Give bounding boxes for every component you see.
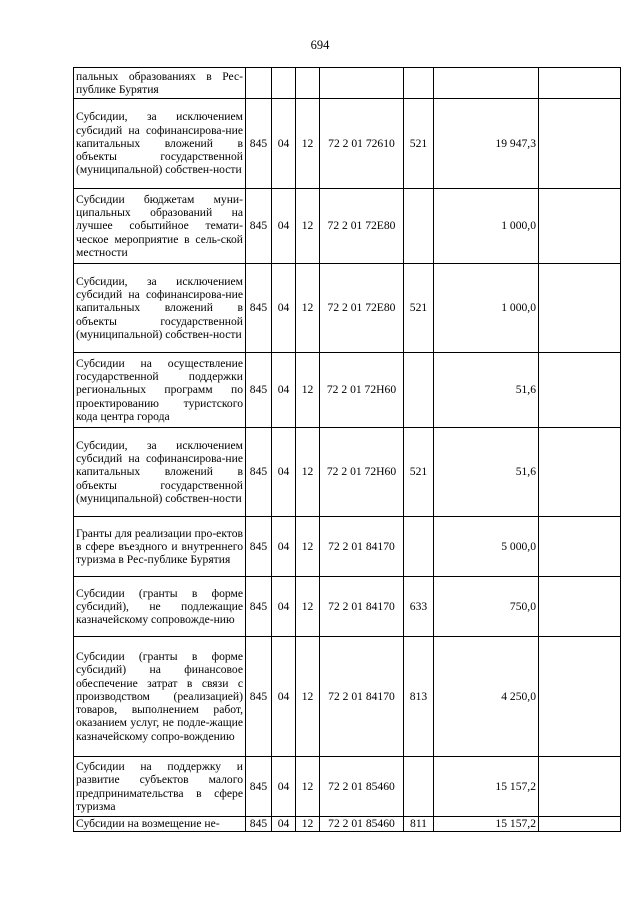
subsection-code: 12: [296, 99, 320, 189]
row-name: Субсидии (гранты в форме субсидий) на финансовое обеспечение затрат в связи с производством (реализацией) товаров, выполнением работ, оказанием услуг, не подле-жащие казначейскому сопро-вождению: [74, 637, 246, 757]
table-row: [74, 353, 621, 428]
expense-type-code: 633: [404, 577, 434, 637]
row-name: Субсидии на поддержку и развитие субъектов малого предпринимательства в сфере туризма: [74, 757, 246, 817]
row-name: Субсидии (гранты в форме субсидий), не подлежащие казначейскому сопровожде-нию: [74, 577, 246, 637]
section-code: 04: [272, 264, 296, 353]
empty-cell: [539, 637, 621, 757]
amount: 51,6: [434, 353, 539, 428]
section-code: 04: [272, 757, 296, 817]
ministry-code: 845: [246, 99, 272, 189]
empty-cell: [539, 577, 621, 637]
expense-type-code: 521: [404, 264, 434, 353]
ministry-code: 845: [246, 189, 272, 264]
row-name: Субсидии, за исключением субсидий на софинансирова-ние капитальных вложений в объекты государственной (муниципальной) собствен-ности: [74, 264, 246, 353]
section-code: 04: [272, 189, 296, 264]
subsection-code: 12: [296, 428, 320, 517]
subsection-code: 12: [296, 637, 320, 757]
expense-type-code: [404, 517, 434, 577]
table-row: [74, 99, 621, 189]
section-code: 04: [272, 817, 296, 832]
target-code: 72 2 01 72610: [320, 99, 404, 189]
row-name: Субсидии на возмещение не-: [74, 817, 246, 832]
row-name: пальных образованиях в Рес-публике Бурятия: [74, 68, 246, 99]
subsection-code: 12: [296, 817, 320, 832]
empty-cell: [539, 817, 621, 832]
table-row: [74, 428, 621, 517]
target-code: 72 2 01 84170: [320, 517, 404, 577]
amount: [434, 68, 539, 99]
target-code: 72 2 01 72H60: [320, 353, 404, 428]
ministry-code: [246, 68, 272, 99]
empty-cell: [539, 353, 621, 428]
empty-cell: [539, 757, 621, 817]
section-code: 04: [272, 99, 296, 189]
table-row: [74, 637, 621, 757]
table-row: [74, 817, 621, 832]
table-row: [74, 757, 621, 817]
amount: 51,6: [434, 428, 539, 517]
empty-cell: [539, 517, 621, 577]
expense-type-code: 811: [404, 817, 434, 832]
table-row: [74, 68, 621, 99]
section-code: 04: [272, 428, 296, 517]
empty-cell: [539, 99, 621, 189]
ministry-code: 845: [246, 817, 272, 832]
target-code: 72 2 01 72E80: [320, 189, 404, 264]
amount: 15 157,2: [434, 817, 539, 832]
row-name: Субсидии на осуществление государственной поддержки региональных программ по проектированию туристского кода центра города: [74, 353, 246, 428]
amount: 4 250,0: [434, 637, 539, 757]
empty-cell: [539, 189, 621, 264]
subsection-code: [296, 68, 320, 99]
amount: 5 000,0: [434, 517, 539, 577]
table-row: [74, 517, 621, 577]
table-row: [74, 577, 621, 637]
expense-type-code: 813: [404, 637, 434, 757]
budget-table: [73, 67, 621, 832]
expense-type-code: [404, 68, 434, 99]
ministry-code: 845: [246, 264, 272, 353]
subsection-code: 12: [296, 353, 320, 428]
section-code: 04: [272, 353, 296, 428]
empty-cell: [539, 428, 621, 517]
row-name: Субсидии, за исключением субсидий на софинансирова-ние капитальных вложений в объекты государственной (муниципальной) собствен-ности: [74, 428, 246, 517]
ministry-code: 845: [246, 353, 272, 428]
expense-type-code: 521: [404, 99, 434, 189]
expense-type-code: [404, 189, 434, 264]
amount: 1 000,0: [434, 189, 539, 264]
page-number: 694: [310, 38, 330, 52]
target-code: 72 2 01 84170: [320, 577, 404, 637]
section-code: 04: [272, 577, 296, 637]
empty-cell: [539, 68, 621, 99]
amount: 750,0: [434, 577, 539, 637]
ministry-code: 845: [246, 757, 272, 817]
target-code: 72 2 01 72H60: [320, 428, 404, 517]
empty-cell: [539, 264, 621, 353]
amount: 19 947,3: [434, 99, 539, 189]
ministry-code: 845: [246, 577, 272, 637]
row-name: Субсидии, за исключением субсидий на софинансирова-ние капитальных вложений в объекты государственной (муниципальной) собствен-ности: [74, 99, 246, 189]
expense-type-code: [404, 757, 434, 817]
subsection-code: 12: [296, 577, 320, 637]
ministry-code: 845: [246, 428, 272, 517]
table-row: [74, 264, 621, 353]
amount: 15 157,2: [434, 757, 539, 817]
subsection-code: 12: [296, 264, 320, 353]
ministry-code: 845: [246, 517, 272, 577]
ministry-code: 845: [246, 637, 272, 757]
amount: 1 000,0: [434, 264, 539, 353]
table-row: [74, 189, 621, 264]
section-code: 04: [272, 637, 296, 757]
expense-type-code: 521: [404, 428, 434, 517]
section-code: [272, 68, 296, 99]
subsection-code: 12: [296, 757, 320, 817]
target-code: 72 2 01 85460: [320, 757, 404, 817]
subsection-code: 12: [296, 517, 320, 577]
expense-type-code: [404, 353, 434, 428]
row-name: Гранты для реализации про-ектов в сфере въездного и внутреннего туризма в Рес-публике Бурятия: [74, 517, 246, 577]
target-code: 72 2 01 72E80: [320, 264, 404, 353]
section-code: 04: [272, 517, 296, 577]
target-code: 72 2 01 85460: [320, 817, 404, 832]
target-code: 72 2 01 84170: [320, 637, 404, 757]
subsection-code: 12: [296, 189, 320, 264]
row-name: Субсидии бюджетам муни-ципальных образований на лучшее событийное темати-ческое мероприятие в сель-ской местности: [74, 189, 246, 264]
target-code: [320, 68, 404, 99]
